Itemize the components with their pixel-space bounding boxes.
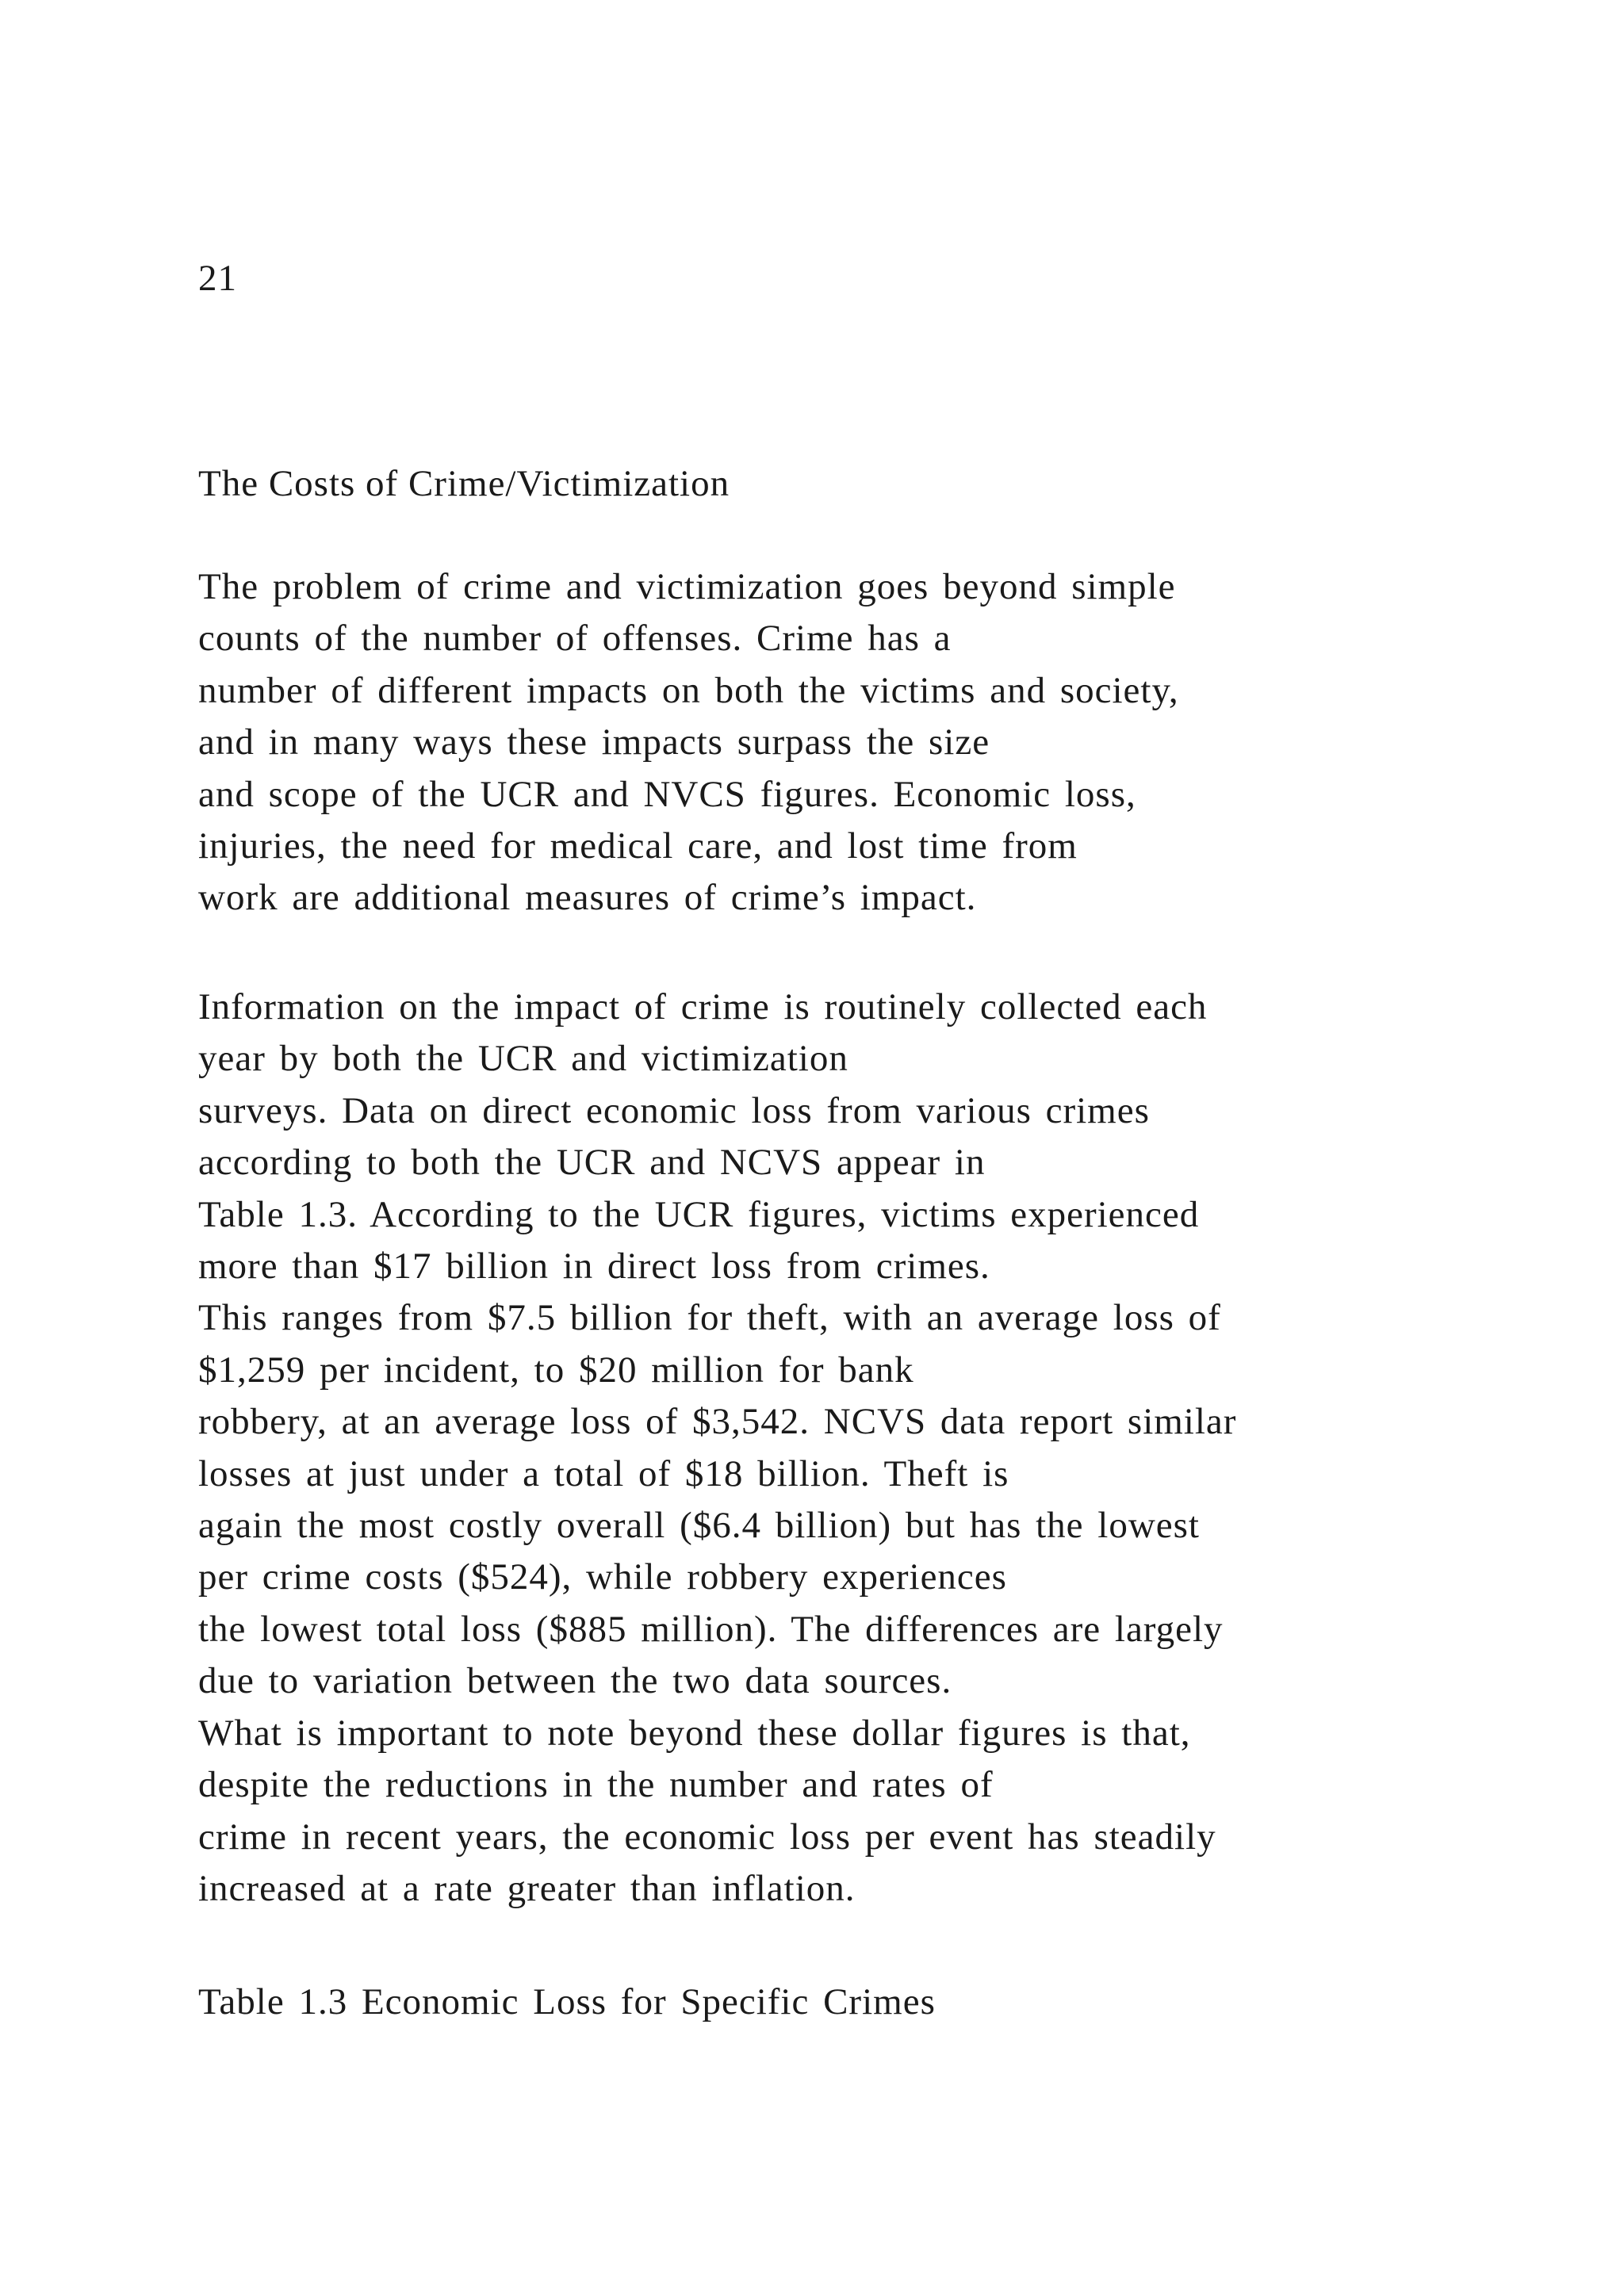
text-line: per crime costs ($524), while robbery experiences [198,1556,1007,1598]
text-line: work are additional measures of crime’s impact. [198,877,977,919]
text-line: counts of the number of offenses. Crime has a [198,618,952,660]
text-line: again the most costly overall ($6.4 billion) but has the lowest [198,1505,1200,1547]
text-line: surveys. Data on direct economic loss from various crimes [198,1089,1150,1131]
text-line: year by both the UCR and victimization [198,1038,848,1080]
text-line: number of different impacts on both the victims and society, [198,669,1179,711]
text-line: robbery, at an average loss of $3,542. NCVS data report similar [198,1401,1237,1443]
text-line: What is important to note beyond these dollar figures is that, [198,1712,1191,1754]
text-line: losses at just under a total of $18 billion. Theft is [198,1452,1009,1494]
table-caption: Table 1.3 Economic Loss for Specific Crimes [198,1981,936,2022]
section-heading: The Costs of Crime/Victimization [198,463,730,504]
text-line: despite the reductions in the number and rates of [198,1764,994,1806]
text-line: due to variation between the two data sources. [198,1660,952,1702]
text-line: more than $17 billion in direct loss from crimes. [198,1246,990,1288]
text-line: and in many ways these impacts surpass the size [198,721,990,763]
text-line: according to both the UCR and NCVS appear in [198,1142,986,1184]
text-line: crime in recent years, the economic loss per event has steadily [198,1816,1216,1858]
text-line: the lowest total loss ($885 million). The differences are largely [198,1608,1224,1650]
text-line: injuries, the need for medical care, and lost time from [198,825,1078,867]
paragraph-costs-intro [198,561,1179,924]
text-line: This ranges from $7.5 billion for theft, with an average loss of [198,1297,1221,1339]
text-line: and scope of the UCR and NVCS figures. Economic loss, [198,773,1136,815]
text-line: $1,259 per incident, to $20 million for bank [198,1349,914,1391]
text-line: increased at a rate greater than inflation. [198,1867,856,1909]
text-line: Table 1.3. According to the UCR figures, victims experienced [198,1193,1200,1235]
text-line: The problem of crime and victimization goes beyond simple [198,566,1176,607]
paragraph-economic-loss [198,982,1236,1915]
page-number: 21 [198,258,237,299]
text-line: Information on the impact of crime is routinely collected each [198,986,1208,1027]
